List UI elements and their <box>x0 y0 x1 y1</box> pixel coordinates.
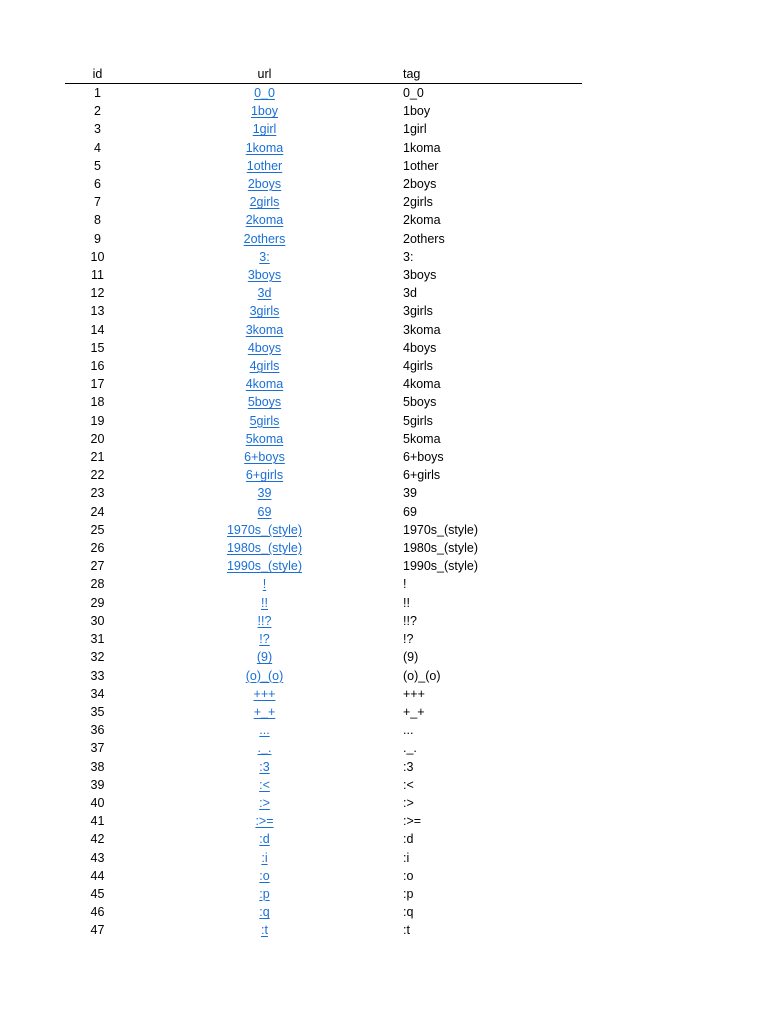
url-link[interactable]: +_+ <box>253 704 276 719</box>
table-row <box>65 612 582 630</box>
cell-id: 42 <box>90 832 105 847</box>
cell-tag: 1koma <box>403 140 441 155</box>
url-link[interactable]: 2boys <box>247 177 282 192</box>
url-link[interactable]: 6+girls <box>245 468 284 483</box>
cell-url <box>130 284 399 302</box>
url-link[interactable]: :q <box>259 905 270 920</box>
table-row <box>65 739 582 757</box>
cell-tag: 2koma <box>403 213 441 228</box>
url-link[interactable]: :d <box>259 832 270 847</box>
cell-tag: 3d <box>403 286 417 301</box>
url-link[interactable]: :p <box>259 886 270 901</box>
table-row <box>65 521 582 539</box>
url-link[interactable]: :i <box>261 850 268 865</box>
cell-tag: +++ <box>403 686 425 701</box>
cell-id: 2 <box>94 104 101 119</box>
cell-tag: !!? <box>403 613 417 628</box>
cell-tag: ._. <box>403 741 417 756</box>
cell-id: 47 <box>90 923 105 938</box>
url-link[interactable]: 3boys <box>247 268 282 283</box>
cell-tag: 2girls <box>403 195 433 210</box>
cell-id: 21 <box>90 450 105 465</box>
url-link[interactable]: 3girls <box>249 304 280 319</box>
cell-tag: 69 <box>403 504 417 519</box>
cell-url <box>130 557 399 575</box>
cell-id: 4 <box>94 140 101 155</box>
cell-id: 25 <box>90 522 105 537</box>
cell-tag: 0_0 <box>403 86 424 100</box>
url-link[interactable]: 4boys <box>247 340 282 355</box>
table-row <box>65 120 582 138</box>
cell-tag: +_+ <box>403 704 425 719</box>
url-link[interactable]: 5girls <box>249 413 280 428</box>
cell-url <box>130 903 399 921</box>
cell-url <box>130 175 399 193</box>
cell-url <box>130 849 399 867</box>
cell-tag: :i <box>403 850 410 865</box>
cell-id: 10 <box>90 249 105 264</box>
table-row <box>65 557 582 575</box>
cell-id: 23 <box>90 486 105 501</box>
cell-url <box>130 776 399 794</box>
url-link[interactable]: 5boys <box>247 395 282 410</box>
cell-url <box>130 120 399 138</box>
cell-id: 32 <box>90 650 105 665</box>
url-link[interactable]: 3: <box>259 249 270 264</box>
cell-tag: 3koma <box>403 322 441 337</box>
url-link[interactable]: 1980s_(style) <box>226 541 303 556</box>
url-link[interactable]: (9) <box>256 650 273 665</box>
table-row <box>65 448 582 466</box>
cell-tag: 1boy <box>403 104 431 119</box>
spreadsheet-page <box>65 66 582 940</box>
cell-tag: 6+girls <box>403 468 441 483</box>
url-link[interactable]: 1990s_(style) <box>226 559 303 574</box>
cell-id: 34 <box>90 686 105 701</box>
cell-id: 13 <box>90 304 105 319</box>
cell-id: 11 <box>91 268 104 283</box>
cell-id: 43 <box>90 850 105 865</box>
cell-tag: 1970s_(style) <box>403 522 479 537</box>
table-row <box>65 339 582 357</box>
cell-id: 44 <box>90 868 105 883</box>
cell-tag: ! <box>403 577 407 592</box>
cell-tag: 1girl <box>403 122 427 137</box>
cell-tag: !? <box>403 632 414 647</box>
cell-id: 18 <box>90 395 105 410</box>
cell-tag: (9) <box>403 650 419 665</box>
cell-id: 35 <box>90 704 105 719</box>
url-link[interactable]: :> <box>259 795 270 810</box>
cell-id: 30 <box>90 613 105 628</box>
table-row <box>65 721 582 739</box>
cell-url <box>130 758 399 776</box>
table-row <box>65 375 582 393</box>
cell-tag: 3: <box>403 249 414 264</box>
url-link[interactable]: :< <box>259 777 270 792</box>
table-row <box>65 175 582 193</box>
cell-url <box>130 139 399 157</box>
cell-url <box>130 302 399 320</box>
cell-url <box>130 357 399 375</box>
cell-url <box>130 157 399 175</box>
column-header-url: url <box>257 67 272 81</box>
cell-id: 26 <box>90 541 105 556</box>
cell-tag: :3 <box>403 759 414 774</box>
table-row <box>65 266 582 284</box>
table-row <box>65 466 582 484</box>
cell-url <box>130 448 399 466</box>
table-row <box>65 885 582 903</box>
cell-url <box>130 921 399 939</box>
cell-url <box>130 521 399 539</box>
cell-tag: :o <box>403 868 414 883</box>
cell-url <box>130 211 399 229</box>
cell-tag: :> <box>403 795 414 810</box>
cell-tag: 39 <box>403 486 417 501</box>
table-row <box>65 575 582 593</box>
cell-url <box>130 375 399 393</box>
url-link[interactable]: ! <box>262 577 267 592</box>
url-link[interactable]: 69 <box>257 504 272 519</box>
cell-url <box>130 266 399 284</box>
cell-url <box>130 794 399 812</box>
cell-id: 45 <box>90 886 105 901</box>
cell-tag: 6+boys <box>403 450 444 465</box>
cell-id: 22 <box>90 468 105 483</box>
cell-id: 24 <box>90 504 105 519</box>
table-row <box>65 667 582 685</box>
table-row <box>65 503 582 521</box>
url-link[interactable]: !!? <box>257 613 272 628</box>
cell-id: 15 <box>90 340 105 355</box>
cell-url <box>130 430 399 448</box>
cell-tag: 5boys <box>403 395 437 410</box>
table-row <box>65 758 582 776</box>
cell-id: 29 <box>90 595 105 610</box>
cell-id: 19 <box>90 413 105 428</box>
cell-tag: 1980s_(style) <box>403 541 479 556</box>
cell-tag: 3girls <box>403 304 433 319</box>
column-header-id: id <box>92 67 103 81</box>
table-row <box>65 921 582 939</box>
url-link[interactable]: :o <box>259 868 270 883</box>
table-row <box>65 812 582 830</box>
cell-id: 41 <box>90 814 105 829</box>
url-link[interactable]: 2others <box>243 231 286 246</box>
cell-url <box>130 539 399 557</box>
cell-url <box>130 248 399 266</box>
cell-url <box>130 466 399 484</box>
tags-table <box>65 66 582 940</box>
url-link[interactable]: 1boy <box>250 104 279 119</box>
url-link[interactable]: 1koma <box>245 140 284 155</box>
url-link[interactable]: 5koma <box>245 431 284 446</box>
cell-tag: 2boys <box>403 177 437 192</box>
cell-id: 17 <box>90 377 105 392</box>
table-body <box>65 84 582 940</box>
url-link[interactable]: 6+boys <box>244 450 285 465</box>
cell-id: 14 <box>90 322 105 337</box>
cell-tag: :t <box>403 923 410 938</box>
cell-tag: 4girls <box>403 359 433 374</box>
cell-id: 20 <box>90 431 105 446</box>
url-link[interactable]: 3koma <box>245 322 284 337</box>
table-row <box>65 139 582 157</box>
cell-id: 39 <box>90 777 105 792</box>
cell-tag: :q <box>403 905 414 920</box>
cell-id: 27 <box>90 559 105 574</box>
cell-tag: 2others <box>403 231 445 246</box>
table-row <box>65 84 582 103</box>
cell-id: 6 <box>94 177 101 192</box>
cell-url <box>130 484 399 502</box>
url-link[interactable]: ._. <box>257 741 272 756</box>
table-row <box>65 412 582 430</box>
cell-url <box>130 885 399 903</box>
url-link[interactable]: 1970s_(style) <box>226 522 303 537</box>
cell-tag: :>= <box>403 814 422 829</box>
cell-tag: 1990s_(style) <box>403 559 479 574</box>
table-row <box>65 102 582 120</box>
cell-url <box>130 503 399 521</box>
cell-id: 33 <box>90 668 105 683</box>
cell-tag: :d <box>403 832 414 847</box>
cell-url <box>130 648 399 666</box>
cell-id: 46 <box>90 905 105 920</box>
cell-url <box>130 612 399 630</box>
table-row <box>65 248 582 266</box>
cell-tag: ... <box>403 723 414 738</box>
cell-url <box>130 321 399 339</box>
cell-id: 28 <box>90 577 105 592</box>
table-row <box>65 157 582 175</box>
url-link[interactable]: ... <box>259 723 270 738</box>
cell-url <box>130 721 399 739</box>
table-row <box>65 594 582 612</box>
cell-url <box>130 393 399 411</box>
cell-url <box>130 630 399 648</box>
cell-tag: 3boys <box>403 268 437 283</box>
cell-url <box>130 867 399 885</box>
cell-url <box>130 412 399 430</box>
column-header-tag: tag <box>403 67 421 81</box>
url-link[interactable]: 2koma <box>245 213 284 228</box>
url-link[interactable]: !! <box>261 595 268 610</box>
table-row <box>65 357 582 375</box>
url-link[interactable]: 4girls <box>249 359 280 374</box>
table-row <box>65 211 582 229</box>
table-row <box>65 393 582 411</box>
cell-id: 1 <box>94 86 101 100</box>
cell-tag: 4koma <box>403 377 441 392</box>
table-row <box>65 284 582 302</box>
cell-id: 5 <box>94 158 101 173</box>
table-row <box>65 849 582 867</box>
cell-id: 7 <box>94 195 101 210</box>
table-row <box>65 193 582 211</box>
header-row <box>65 66 582 84</box>
table-row <box>65 484 582 502</box>
url-link[interactable]: (o)_(o) <box>245 668 284 683</box>
cell-url <box>130 703 399 721</box>
table-row <box>65 776 582 794</box>
cell-url <box>130 667 399 685</box>
cell-tag: :p <box>403 886 414 901</box>
url-link[interactable]: 4koma <box>245 377 284 392</box>
url-link[interactable]: :3 <box>259 759 270 774</box>
url-link[interactable]: 3d <box>257 286 272 301</box>
cell-id: 8 <box>94 213 101 228</box>
url-link[interactable]: 39 <box>257 486 272 501</box>
table-row <box>65 794 582 812</box>
url-link[interactable]: 2girls <box>249 195 280 210</box>
cell-id: 12 <box>90 286 105 301</box>
table-row <box>65 302 582 320</box>
cell-url <box>130 594 399 612</box>
table-row <box>65 230 582 248</box>
cell-url <box>130 812 399 830</box>
cell-tag: (o)_(o) <box>403 668 441 683</box>
url-link[interactable]: 0_0 <box>254 86 275 100</box>
cell-id: 38 <box>90 759 105 774</box>
cell-id: 9 <box>94 231 101 246</box>
cell-url <box>130 230 399 248</box>
cell-tag: 5koma <box>403 431 441 446</box>
cell-url <box>130 739 399 757</box>
table-row <box>65 648 582 666</box>
cell-tag: 4boys <box>403 340 437 355</box>
table-row <box>65 539 582 557</box>
table-row <box>65 830 582 848</box>
cell-tag: 1other <box>403 158 439 173</box>
cell-url <box>130 84 399 103</box>
url-link[interactable]: 1girl <box>252 122 277 137</box>
cell-id: 31 <box>90 632 105 647</box>
cell-url <box>130 830 399 848</box>
cell-id: 16 <box>90 359 105 374</box>
cell-url <box>130 102 399 120</box>
cell-id: 3 <box>94 122 101 137</box>
cell-url <box>130 575 399 593</box>
url-link[interactable]: :>= <box>255 814 274 829</box>
table-row <box>65 630 582 648</box>
url-link[interactable]: 1other <box>246 158 283 173</box>
table-row <box>65 685 582 703</box>
cell-url <box>130 685 399 703</box>
cell-tag: !! <box>403 595 410 610</box>
table-row <box>65 903 582 921</box>
cell-tag: 5girls <box>403 413 433 428</box>
table-row <box>65 430 582 448</box>
table-row <box>65 703 582 721</box>
table-row <box>65 867 582 885</box>
cell-url <box>130 339 399 357</box>
cell-tag: :< <box>403 777 414 792</box>
cell-url <box>130 193 399 211</box>
cell-id: 40 <box>90 795 105 810</box>
url-link[interactable]: :t <box>261 923 268 938</box>
cell-id: 37 <box>90 741 105 756</box>
url-link[interactable]: +++ <box>253 686 276 701</box>
cell-id: 36 <box>90 723 105 738</box>
url-link[interactable]: !? <box>259 632 270 647</box>
table-row <box>65 321 582 339</box>
